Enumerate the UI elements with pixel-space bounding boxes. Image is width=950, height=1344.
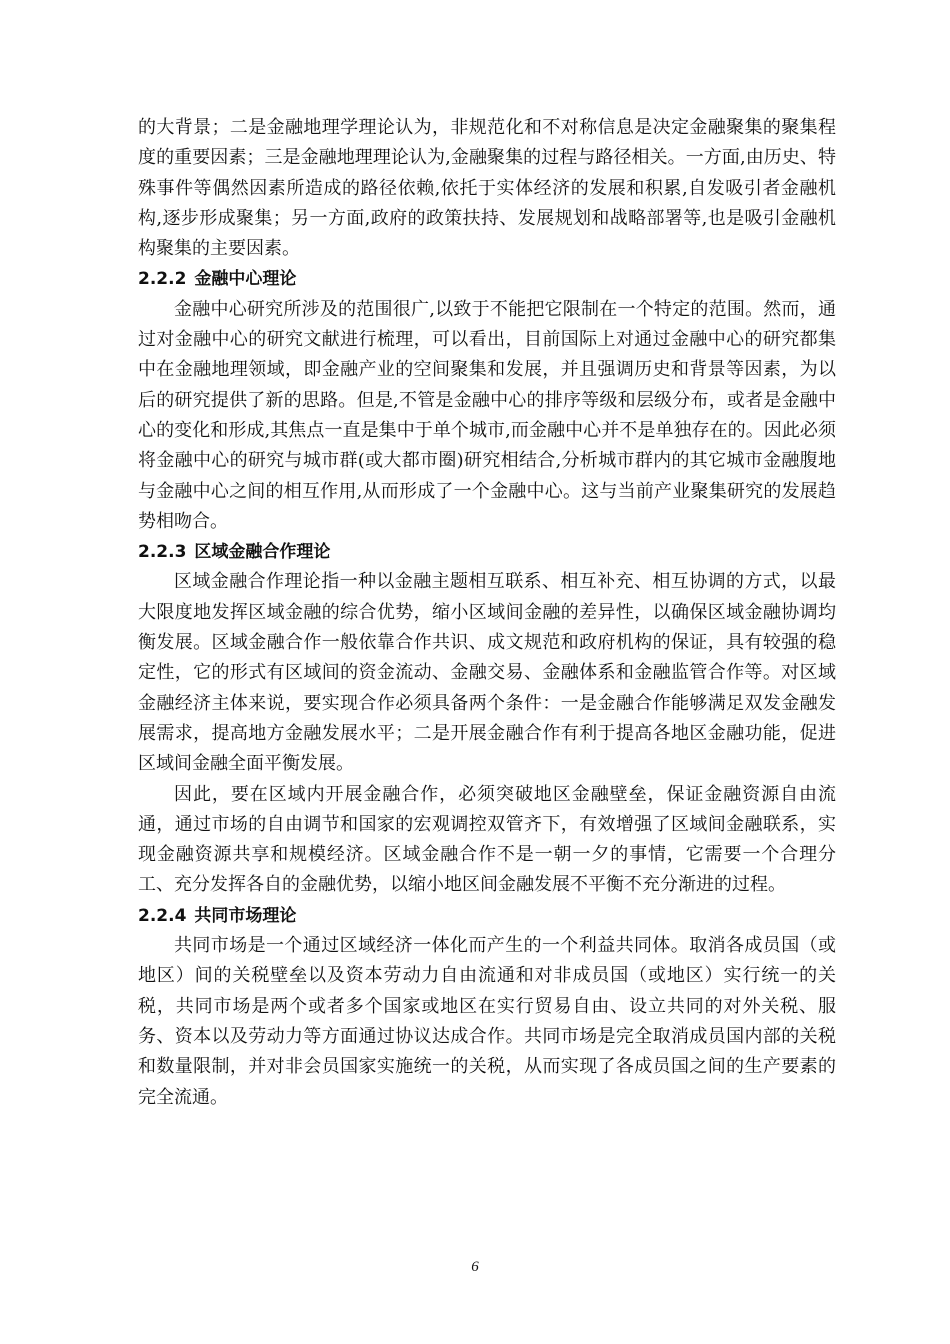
paragraph-regional-cooperation: 区域金融合作理论指一种以金融主题相互联系、相互补充、相互协调的方式，以最大限度地发挥区域金融的综合优势，缩小区域间金融的差异性，以确保区域金融协调均衡发展。区域金融合作一般依靠合作共识、成文规范和政府机构的保证，具有较强的稳定性，它的形式有区域间的资金流动、金融交易、金融体系和金融监管合作等。对区域金融经济主体来说，要实现合作必须具备两个条件：一是金融合作能够满足双发金融发展需求，提高地方金融发展水平；二是开展金融合作有利于提高各地区金融功能，促进区域间金融全面平衡发展。 [138,571,836,775]
section-heading-2-2-4 [138,901,836,931]
page-number: 6 [471,1259,479,1275]
paragraph-financial-center: 金融中心研究所涉及的范围很广,以致于不能把它限制在一个特定的范围。然而，通过对金融中心的研究文献进行梳理，可以看出，目前国际上对通过金融中心的研究都集中在金融地理领域，即金融产业的空间聚集和发展，并且强调历史和背景等因素，为以后的研究提供了新的思路。但是,不管是金融中心的排序等级和层级分布，或者是金融中心的变化和形成,其焦点一直是集中于单个城市,而金融中心并不是单独存在的。因此必须将金融中心的研究与城市群(或大都市圈)研究相结合,分析城市群内的其它城市金融腹地与金融中心之间的相互作用,从而形成了一个金融中心。这与当前产业聚集研究的发展趋势相吻合。 [138,298,836,532]
paragraph-intro-continued: 的大背景；二是金融地理学理论认为，非规范化和不对称信息是决定金融聚集的聚集程度的重要因素；三是金融地理理论认为,金融聚集的过程与路径相关。一方面,由历史、特殊事件等偶然因素所造成的路径依赖,依托于实体经济的发展和积累,自发吸引者金融机构,逐步形成聚集；另一方面,政府的政策扶持、发展规划和战略部署等,也是吸引金融机构聚集的主要因素。 [138,117,836,260]
section-number: 2.2.4 [138,905,187,926]
section-number: 2.2.3 [138,542,187,563]
section-number: 2.2.2 [138,269,187,290]
section-title: 金融中心理论 [194,269,297,290]
section-title: 区域金融合作理论 [194,542,331,563]
section-heading-2-2-3 [138,537,836,567]
section-heading-2-2-2 [138,264,836,294]
paragraph-common-market: 共同市场是一个通过区域经济一体化而产生的一个利益共同体。取消各成员国（或地区）间的关税壁垒以及资本劳动力自由流通和对非成员国（或地区）实行统一的关税，共同市场是两个或者多个国家或地区在实行贸易自由、设立共同的对外关税、服务、资本以及劳动力等方面通过协议达成合作。共同市场是完全取消成员国内部的关税和数量限制，并对非会员国家实施统一的关税，从而实现了各成员国之间的生产要素的完全流通。 [138,935,836,1108]
section-title: 共同市场理论 [194,905,297,926]
paragraph-regional-cooperation-2: 因此，要在区域内开展金融合作，必须突破地区金融壁垒，保证金融资源自由流通，通过市场的自由调节和国家的宏观调控双管齐下，有效增强了区域间金融联系，实现金融资源共享和规模经济。区域金融合作不是一朝一夕的事情，它需要一个合理分工、充分发挥各自的金融优势，以缩小地区间金融发展不平衡不充分渐进的过程。 [138,783,836,896]
document-body [138,113,836,1113]
